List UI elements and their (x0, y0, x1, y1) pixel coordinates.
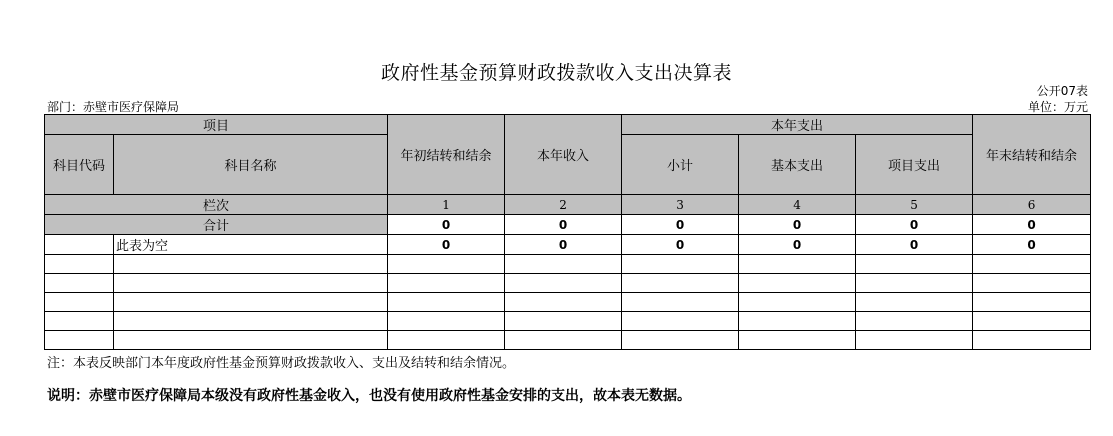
header-subject-code: 科目代码 (45, 135, 114, 195)
table-row (45, 255, 1091, 274)
row-value: 0 (388, 235, 505, 255)
header-basic-expense: 基本支出 (739, 135, 856, 195)
header-subject-name: 科目名称 (114, 135, 388, 195)
header-income: 本年收入 (505, 115, 622, 195)
unit-label: 单位：万元 (1027, 100, 1088, 114)
row-value (739, 331, 856, 350)
row-value (388, 331, 505, 350)
row-code (45, 293, 114, 312)
table-note: 注：本表反映部门本年度政府性基金预算财政拨款收入、支出及结转和结余情况。 (47, 356, 516, 371)
header-carry-begin: 年初结转和结余 (388, 115, 505, 195)
row-code (45, 312, 114, 331)
form-code: 公开07表 (1036, 84, 1088, 98)
row-value (973, 274, 1091, 293)
row-value (973, 312, 1091, 331)
row-code (45, 331, 114, 350)
row-value (622, 255, 739, 274)
row-value (505, 312, 622, 331)
row-value (973, 331, 1091, 350)
column-index: 4 (739, 195, 856, 215)
total-value: 0 (622, 215, 739, 235)
column-index: 2 (505, 195, 622, 215)
header-project-expense: 项目支出 (856, 135, 973, 195)
table-row (45, 293, 1091, 312)
row-value (622, 331, 739, 350)
row-value (856, 255, 973, 274)
column-index-row (45, 195, 1091, 215)
total-value: 0 (739, 215, 856, 235)
column-index-label: 栏次 (45, 195, 388, 215)
row-value (739, 293, 856, 312)
row-value (856, 274, 973, 293)
total-value: 0 (973, 215, 1091, 235)
row-value (856, 293, 973, 312)
total-value: 0 (388, 215, 505, 235)
row-code (45, 274, 114, 293)
header-expense-group: 本年支出 (622, 115, 973, 135)
row-value (622, 312, 739, 331)
header-carry-end: 年末结转和结余 (973, 115, 1091, 195)
row-value (856, 331, 973, 350)
table-row (45, 235, 1091, 255)
row-value (388, 293, 505, 312)
row-value (505, 331, 622, 350)
explanation-text: 说明：赤壁市医疗保障局本级没有政府性基金收入，也没有使用政府性基金安排的支出，故本表无数据。 (47, 388, 691, 404)
row-name (114, 255, 388, 274)
table-row (45, 274, 1091, 293)
table-row (45, 331, 1091, 350)
budget-table (44, 114, 1091, 350)
row-value (739, 312, 856, 331)
column-index: 3 (622, 195, 739, 215)
column-index: 5 (856, 195, 973, 215)
row-value: 0 (622, 235, 739, 255)
row-value (388, 274, 505, 293)
row-value (973, 293, 1091, 312)
column-index: 1 (388, 195, 505, 215)
total-value: 0 (505, 215, 622, 235)
row-value (505, 255, 622, 274)
table-row (45, 312, 1091, 331)
row-name (114, 293, 388, 312)
row-code (45, 235, 114, 255)
row-name (114, 331, 388, 350)
row-value: 0 (856, 235, 973, 255)
row-code (45, 255, 114, 274)
row-value (973, 255, 1091, 274)
row-name (114, 274, 388, 293)
total-label: 合计 (45, 215, 388, 235)
column-index: 6 (973, 195, 1091, 215)
row-value (739, 255, 856, 274)
page-title: 政府性基金预算财政拨款收入支出决算表 (380, 62, 732, 84)
row-value (505, 274, 622, 293)
total-value: 0 (856, 215, 973, 235)
row-value (622, 293, 739, 312)
row-name: 此表为空 (114, 235, 388, 255)
header-subtotal: 小计 (622, 135, 739, 195)
row-value: 0 (739, 235, 856, 255)
row-value (505, 293, 622, 312)
row-value (388, 312, 505, 331)
row-value (739, 274, 856, 293)
total-row (45, 215, 1091, 235)
header-project: 项目 (45, 115, 388, 135)
row-value: 0 (973, 235, 1091, 255)
row-value (856, 312, 973, 331)
row-value (622, 274, 739, 293)
row-value (388, 255, 505, 274)
department-label: 部门：赤壁市医疗保障局 (47, 100, 180, 114)
row-value: 0 (505, 235, 622, 255)
row-name (114, 312, 388, 331)
